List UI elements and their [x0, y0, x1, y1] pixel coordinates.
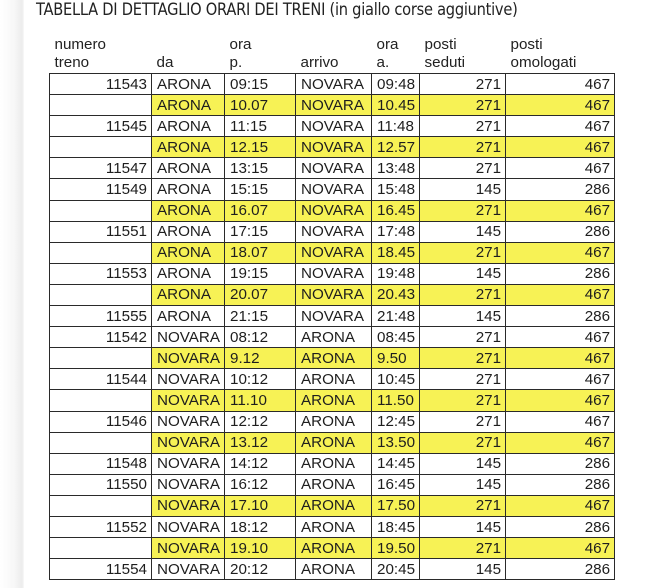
cell-ora-arrivo: 9.50 [372, 348, 420, 369]
cell-numero-treno [50, 200, 152, 221]
cell-posti-omologati: 286 [506, 559, 615, 580]
header-line2: treno [54, 54, 90, 71]
cell-numero-treno: 11549 [50, 179, 152, 200]
cell-da: NOVARA [152, 348, 225, 369]
cell-da: ARONA [152, 116, 225, 137]
cell-ora-partenza: 17.10 [225, 495, 296, 516]
cell-ora-partenza: 14:12 [225, 453, 296, 474]
cell-posti-omologati: 467 [506, 369, 615, 390]
train-schedule-table [49, 34, 615, 580]
cell-ora-arrivo: 19:48 [372, 263, 420, 284]
cell-posti-seduti: 145 [420, 516, 506, 537]
table-row-additional [50, 242, 615, 263]
table-row-additional [50, 137, 615, 158]
cell-numero-treno: 11543 [50, 74, 152, 95]
cell-ora-partenza: 10.07 [225, 95, 296, 116]
header-line1: posti [510, 36, 543, 53]
cell-numero-treno: 11548 [50, 453, 152, 474]
header-line2: da [156, 54, 174, 71]
cell-numero-treno [50, 242, 152, 263]
cell-ora-arrivo: 10.45 [372, 95, 420, 116]
cell-ora-arrivo: 20:45 [372, 559, 420, 580]
cell-arrivo: NOVARA [296, 200, 372, 221]
cell-ora-arrivo: 08:45 [372, 327, 420, 348]
cell-ora-partenza: 9.12 [225, 348, 296, 369]
cell-posti-omologati: 467 [506, 390, 615, 411]
cell-posti-omologati: 286 [506, 474, 615, 495]
cell-da: NOVARA [152, 559, 225, 580]
table-row-additional [50, 390, 615, 411]
cell-arrivo: ARONA [296, 390, 372, 411]
cell-arrivo: ARONA [296, 411, 372, 432]
cell-posti-omologati: 467 [506, 411, 615, 432]
header-da [152, 34, 225, 74]
cell-da: ARONA [152, 137, 225, 158]
header-line1: ora [376, 36, 399, 53]
cell-da: ARONA [152, 306, 225, 327]
table-row-additional [50, 284, 615, 305]
header-ora-arrivo [372, 34, 420, 74]
cell-ora-partenza: 18.07 [225, 242, 296, 263]
cell-numero-treno: 11553 [50, 263, 152, 284]
cell-posti-omologati: 467 [506, 74, 615, 95]
cell-ora-arrivo: 12.57 [372, 137, 420, 158]
cell-numero-treno: 11552 [50, 516, 152, 537]
table-row [50, 411, 615, 432]
cell-ora-partenza: 11.10 [225, 390, 296, 411]
cell-posti-omologati: 286 [506, 179, 615, 200]
table-row [50, 74, 615, 95]
cell-ora-arrivo: 14:45 [372, 453, 420, 474]
cell-posti-seduti: 145 [420, 306, 506, 327]
cell-posti-omologati: 286 [506, 453, 615, 474]
cell-posti-seduti: 271 [420, 369, 506, 390]
page-edge-shadow [0, 0, 24, 588]
cell-numero-treno: 11550 [50, 474, 152, 495]
cell-ora-partenza: 13:15 [225, 158, 296, 179]
cell-ora-arrivo: 12:45 [372, 411, 420, 432]
cell-numero-treno: 11545 [50, 116, 152, 137]
table-row [50, 474, 615, 495]
cell-ora-partenza: 12:12 [225, 411, 296, 432]
cell-da: NOVARA [152, 453, 225, 474]
header-ora-partenza [225, 34, 296, 74]
cell-numero-treno [50, 495, 152, 516]
table-row-additional [50, 348, 615, 369]
cell-arrivo: NOVARA [296, 221, 372, 242]
cell-ora-partenza: 19.10 [225, 538, 296, 559]
header-line2: a. [376, 54, 390, 71]
header-line2: seduti [424, 54, 466, 71]
cell-numero-treno [50, 432, 152, 453]
table-row [50, 158, 615, 179]
cell-ora-partenza: 09:15 [225, 74, 296, 95]
cell-posti-seduti: 271 [420, 432, 506, 453]
cell-numero-treno [50, 538, 152, 559]
table-row-additional [50, 200, 615, 221]
table-row [50, 263, 615, 284]
header-line2: omologati [510, 54, 577, 71]
table-row [50, 179, 615, 200]
cell-numero-treno: 11544 [50, 369, 152, 390]
table-row [50, 369, 615, 390]
cell-ora-arrivo: 18:45 [372, 516, 420, 537]
cell-da: ARONA [152, 74, 225, 95]
table-row-additional [50, 495, 615, 516]
header-line1: posti [424, 36, 457, 53]
cell-ora-partenza: 20.07 [225, 284, 296, 305]
cell-ora-arrivo: 13:48 [372, 158, 420, 179]
cell-posti-seduti: 271 [420, 411, 506, 432]
cell-arrivo: ARONA [296, 516, 372, 537]
cell-arrivo: ARONA [296, 453, 372, 474]
table-body [50, 74, 615, 580]
cell-numero-treno: 11542 [50, 327, 152, 348]
cell-ora-partenza: 08:12 [225, 327, 296, 348]
header-line1: numero [54, 36, 106, 53]
cell-posti-seduti: 145 [420, 559, 506, 580]
cell-da: NOVARA [152, 369, 225, 390]
cell-ora-arrivo: 09:48 [372, 74, 420, 95]
cell-da: NOVARA [152, 432, 225, 453]
cell-posti-seduti: 145 [420, 179, 506, 200]
cell-da: ARONA [152, 179, 225, 200]
cell-ora-arrivo: 13.50 [372, 432, 420, 453]
cell-posti-omologati: 467 [506, 432, 615, 453]
cell-da: ARONA [152, 158, 225, 179]
cell-posti-seduti: 271 [420, 495, 506, 516]
cell-posti-omologati: 286 [506, 306, 615, 327]
cell-ora-partenza: 21:15 [225, 306, 296, 327]
header-line2: p. [229, 54, 243, 71]
cell-da: ARONA [152, 242, 225, 263]
cell-da: ARONA [152, 284, 225, 305]
cell-posti-omologati: 286 [506, 221, 615, 242]
cell-ora-partenza: 10:12 [225, 369, 296, 390]
cell-arrivo: ARONA [296, 432, 372, 453]
cell-ora-arrivo: 17.50 [372, 495, 420, 516]
table-row [50, 116, 615, 137]
cell-ora-partenza: 13.12 [225, 432, 296, 453]
cell-posti-omologati: 286 [506, 516, 615, 537]
table-row [50, 327, 615, 348]
table-row [50, 306, 615, 327]
cell-ora-arrivo: 11.50 [372, 390, 420, 411]
cell-da: ARONA [152, 221, 225, 242]
cell-arrivo: NOVARA [296, 242, 372, 263]
cell-ora-partenza: 12.15 [225, 137, 296, 158]
cell-ora-arrivo: 10:45 [372, 369, 420, 390]
cell-posti-omologati: 467 [506, 242, 615, 263]
cell-da: NOVARA [152, 516, 225, 537]
cell-arrivo: NOVARA [296, 116, 372, 137]
cell-ora-arrivo: 17:48 [372, 221, 420, 242]
cell-da: ARONA [152, 263, 225, 284]
cell-ora-arrivo: 21:48 [372, 306, 420, 327]
cell-ora-partenza: 17:15 [225, 221, 296, 242]
cell-arrivo: NOVARA [296, 284, 372, 305]
cell-arrivo: ARONA [296, 474, 372, 495]
cell-posti-omologati: 467 [506, 348, 615, 369]
cell-da: NOVARA [152, 390, 225, 411]
cell-arrivo: NOVARA [296, 74, 372, 95]
cell-numero-treno: 11551 [50, 221, 152, 242]
table-row [50, 516, 615, 537]
table-row [50, 453, 615, 474]
cell-posti-seduti: 271 [420, 284, 506, 305]
cell-arrivo: ARONA [296, 495, 372, 516]
header-numero-treno [50, 34, 152, 74]
cell-posti-omologati: 467 [506, 116, 615, 137]
cell-ora-arrivo: 20.43 [372, 284, 420, 305]
cell-posti-seduti: 271 [420, 200, 506, 221]
table-row-additional [50, 538, 615, 559]
table-header-row [50, 34, 615, 74]
cell-da: NOVARA [152, 327, 225, 348]
cell-da: NOVARA [152, 495, 225, 516]
cell-arrivo: NOVARA [296, 179, 372, 200]
cell-da: NOVARA [152, 474, 225, 495]
cell-posti-omologati: 467 [506, 284, 615, 305]
cell-posti-omologati: 467 [506, 158, 615, 179]
table-row-additional [50, 432, 615, 453]
cell-arrivo: ARONA [296, 559, 372, 580]
cell-posti-omologati: 467 [506, 137, 615, 158]
cell-posti-omologati: 467 [506, 495, 615, 516]
header-arrivo [296, 34, 372, 74]
cell-numero-treno [50, 284, 152, 305]
cell-numero-treno: 11554 [50, 559, 152, 580]
cell-numero-treno [50, 348, 152, 369]
cell-posti-omologati: 286 [506, 263, 615, 284]
cell-da: ARONA [152, 200, 225, 221]
header-line2: arrivo [300, 54, 339, 71]
cell-arrivo: NOVARA [296, 306, 372, 327]
cell-posti-omologati: 467 [506, 327, 615, 348]
cell-arrivo: NOVARA [296, 158, 372, 179]
cell-ora-arrivo: 18.45 [372, 242, 420, 263]
cell-numero-treno [50, 137, 152, 158]
cell-posti-omologati: 467 [506, 200, 615, 221]
cell-posti-seduti: 145 [420, 474, 506, 495]
cell-ora-partenza: 16:12 [225, 474, 296, 495]
cell-ora-arrivo: 16.45 [372, 200, 420, 221]
cell-posti-omologati: 467 [506, 538, 615, 559]
table-row-additional [50, 95, 615, 116]
cell-ora-arrivo: 19.50 [372, 538, 420, 559]
cell-posti-seduti: 271 [420, 390, 506, 411]
cell-posti-seduti: 271 [420, 74, 506, 95]
cell-ora-arrivo: 11:48 [372, 116, 420, 137]
cell-numero-treno [50, 390, 152, 411]
cell-posti-seduti: 271 [420, 158, 506, 179]
table-row [50, 559, 615, 580]
cell-numero-treno [50, 95, 152, 116]
cell-numero-treno: 11555 [50, 306, 152, 327]
cell-arrivo: ARONA [296, 369, 372, 390]
cell-posti-seduti: 271 [420, 116, 506, 137]
cell-ora-partenza: 11:15 [225, 116, 296, 137]
cell-da: NOVARA [152, 411, 225, 432]
cell-ora-arrivo: 15:48 [372, 179, 420, 200]
cell-ora-partenza: 18:12 [225, 516, 296, 537]
cell-posti-omologati: 467 [506, 95, 615, 116]
cell-arrivo: NOVARA [296, 263, 372, 284]
page-title: TABELLA DI DETTAGLIO ORARI DEI TRENI (in giallo corse aggiuntive) [36, 0, 518, 20]
header-posti-seduti [420, 34, 506, 74]
cell-posti-seduti: 271 [420, 242, 506, 263]
cell-da: NOVARA [152, 538, 225, 559]
cell-numero-treno: 11547 [50, 158, 152, 179]
header-line1: ora [229, 36, 252, 53]
cell-ora-partenza: 16.07 [225, 200, 296, 221]
cell-ora-partenza: 19:15 [225, 263, 296, 284]
cell-posti-seduti: 271 [420, 327, 506, 348]
cell-arrivo: ARONA [296, 327, 372, 348]
cell-posti-seduti: 145 [420, 221, 506, 242]
cell-ora-partenza: 20:12 [225, 559, 296, 580]
cell-posti-seduti: 271 [420, 137, 506, 158]
cell-arrivo: ARONA [296, 538, 372, 559]
cell-arrivo: NOVARA [296, 137, 372, 158]
cell-posti-seduti: 271 [420, 348, 506, 369]
cell-arrivo: ARONA [296, 348, 372, 369]
cell-posti-seduti: 271 [420, 95, 506, 116]
cell-posti-seduti: 145 [420, 263, 506, 284]
cell-arrivo: NOVARA [296, 95, 372, 116]
header-posti-omologati [506, 34, 615, 74]
table-row [50, 221, 615, 242]
cell-da: ARONA [152, 95, 225, 116]
cell-numero-treno: 11546 [50, 411, 152, 432]
cell-posti-seduti: 145 [420, 453, 506, 474]
cell-posti-seduti: 271 [420, 538, 506, 559]
cell-ora-arrivo: 16:45 [372, 474, 420, 495]
cell-ora-partenza: 15:15 [225, 179, 296, 200]
